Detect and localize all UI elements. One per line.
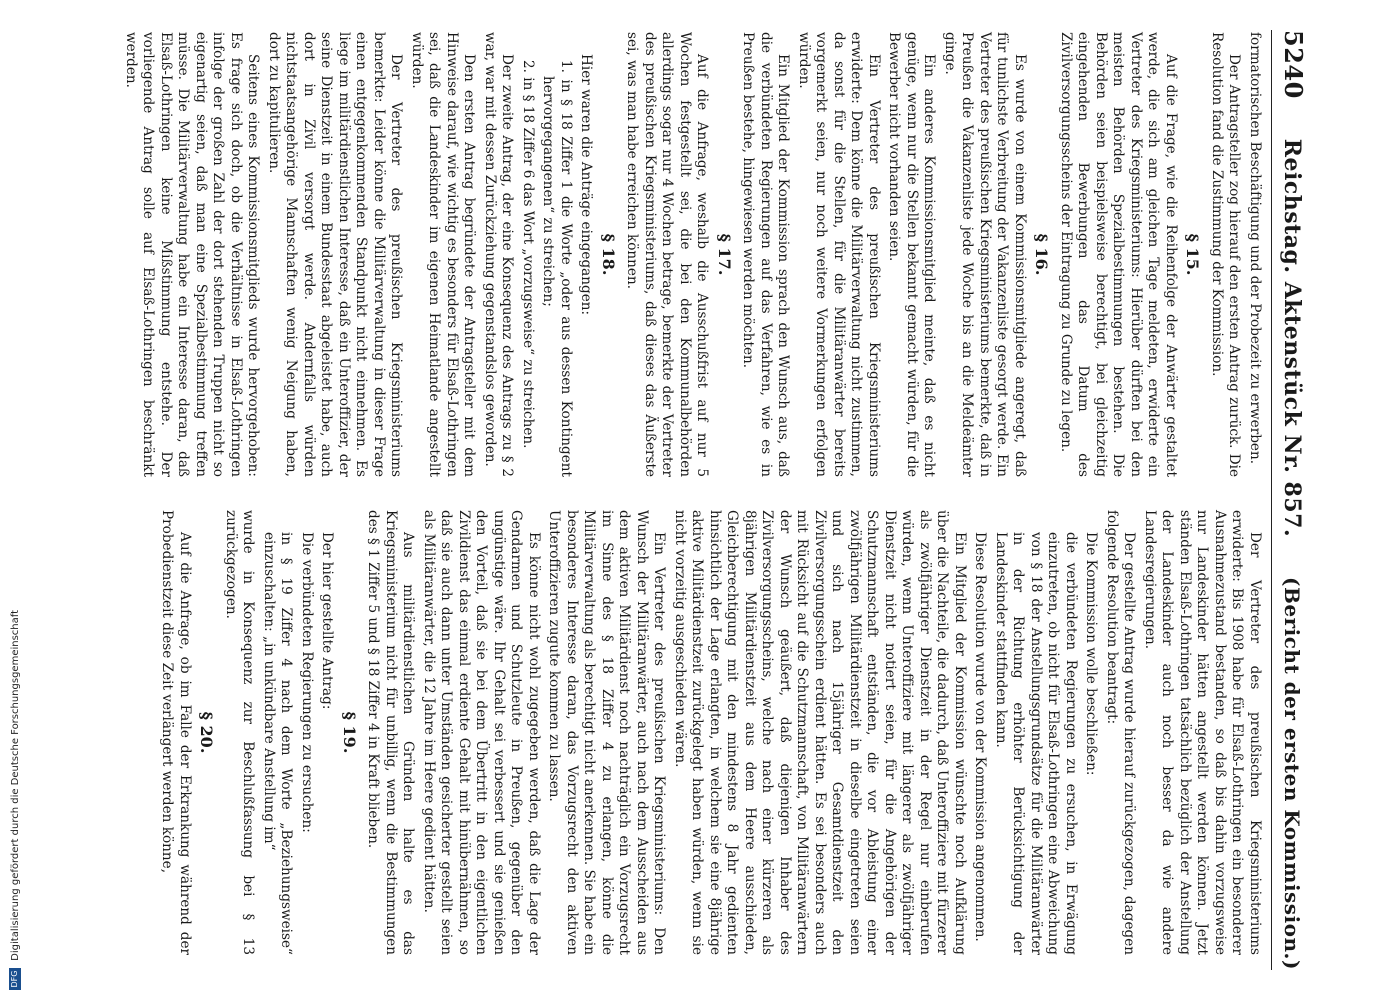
paragraph: Es wurde von einem Kommissionsmitgliede angeregt, daß für tunlichste Verbreitung der Vakanzenliste gesorgt werde. Ein Vertreter des preußischen Kriegsministeriums bemerkte, daß in Preußen die Vakanzenliste jede Woche bis an die Meldeämter ginge. [942,32,1028,477]
paragraph: Aus militärdienstlichen Gründen halte es das Kriegsministerium nicht für unbillig, wenn die Bestimmungen des § 1 Ziffer 5 und § 18 Ziffer 4 in Kraft blieben. [365,510,417,955]
paragraph: Seitens eines Kommissionsmitglieds wurde hervorgehoben: Es frage sich doch, ob die Verhältnisse in Elsaß-Lothringen infolge der großen Zahl der dort stehenden Truppen nicht so eigenartig seien, daß man eine Spezialbestimmung treffen müsse. Die Militärverwaltung habe ein Interesse daran, daß Elsaß-Lothringen keine Mißstimmung entstehe. Der vorliegende Antrag solle auf Elsaß-Lothringen beschränkt werden. [123,32,262,477]
paragraph: Der Antragsteller zog hierauf den ersten Antrag zurück. Die Resolution fand die Zustimmung der Kommission. [1209,32,1243,477]
section-heading: § 20. [197,711,217,754]
section-heading: § 16. [1032,233,1052,276]
header-section: (Bericht der ersten Kommission.) [1280,577,1304,970]
credit-text: Digitalisierung gefördert durch die Deutsche Forschungsgemeinschaft [10,609,21,961]
credit-line [6,0,26,990]
paragraph: Der Vertreter des preußischen Kriegsministeriums bemerkte: Leider könne die Militärverwaltung in dieser Frage einen entgegenkommenden Standpunkt nicht einnehmen. Es liege im militärdienstlichen Interesse, daß ein Unteroffizier, der seine Dienstzeit in einem Bundesstaat abgeleistet habe, auch dort in Zivil versorgt werde. Andernfalls würden nichtstaatsangehörige Mannschaften wenig Neigung haben, dort zu kapitulieren. [266,32,405,477]
paragraph: Diese Resolution wurde von der Kommission angenommen. [972,532,989,942]
paragraph: formatorischen Beschäftigung und der Probezeit zu erwerben. [1247,32,1263,465]
paragraph: Die verbündeten Regierungen zu ersuchen: [299,532,315,833]
section-heading: § 18. [599,233,618,276]
paragraph: Ein Vertreter des preußischen Kriegsministeriums erwiderte: Dem könne die Militärverwaltung nicht zustimmen, da sonst für die Stellen, für die Militäranwärter bereits vorgemerkt seien, nur noch weitere Vormerkungen erfolgen würden. [796,32,882,477]
paragraph: Der zweite Antrag, der eine Konsequenz des Antrags zu § 2 war, war mit dessen Zurückziehung gegenstandslos geworden. [482,32,516,477]
paragraph: Die Kommission wolle beschließen: [1083,532,1100,776]
paragraph: Auf die Frage, wie die Reihenfolge der Anwärter gestaltet werde, die sich am gleichen Tage meldeten, erwiderte ein Vertreter des Kriegsministeriums: Hierüber dürften bei den meisten Behörden Spezialbestimmungen bestehen. Die Behörden seien beispielsweise berechtigt, bei gleichzeitig eingehenden Bewerbungen das Datum des Zivilversorgungsscheins der Eintragung zu Grunde zu legen. [1058,32,1179,477]
paragraph: Der gestellte Antrag wurde hierauf zurückgezogen, dagegen folgende Resolution beantragt: [1104,510,1138,955]
paragraph: Der Vertreter des preußischen Kriegsministeriums erwiderte: Bis 1908 habe für Elsaß-Lothringen ein besonderer Ausnahmezustand bestanden, so daß bis dahin vorzugsweise nur Landeskinder hätten angestellt werden können. Jetzt ständen Elsaß-Lothringen tatsächlich bezüglich der Anstellung der Landeskinder auch noch besser da wie andere Landesregierungen. [1142,510,1263,955]
paragraph: Den ersten Antrag begründete der Antragsteller mit dem Hinweise darauf, wie wichtig es besonders für Elsaß-Lothringen sei, daß die Landeskinder im eigenen Heimatlande angestellt würden. [409,32,478,477]
paragraph: Ein anderes Kommissionsmitglied meinte, daß es nicht genüge, wenn nur die Stellen bekannt gemacht würden, für die Bewerber nicht vorhanden seien. [886,32,938,477]
dfg-logo-icon: DFG [9,968,21,990]
motion-text: in § 19 Ziffer 4 nach dem Worte „Beziehungsweise“ einzuschalten: „in unkündbare Anstellung im“ [261,532,295,955]
page-header [1271,30,1308,970]
paragraph: Ein Mitglied der Kommission wünschte noch Aufklärung über die Nachteile, die dadurch, daß Unteroffiziere mit fürzerer als zwölfjähriger Dienstzeit in der Regel nur einberufen würden, wenn Unteroffiziere mit längerer als zwölfjähriger Dienstzeit nicht notiert seien, für die Angehörigen der Schutzmannschaft entständen, die vor Ableistung einer zwölfjährigen Militärdienstzeit in dieselbe eingetreten seien und sich nach 15jähriger Gesamtdienstzeit den Zivilversorgungsschein erdient hätten. Es sei besonders auch mit Rücksicht auf die Schutzmannschaft, von Militäranwärtern der Wunsch geäußert, daß diejenigen Inhaber des Zivilversorgungsscheins, welche nach einer kürzeren als 8jährigen Militärdienstzeit aus dem Heere ausschieden, Gleichberechtigung mit den mindestens 8 Jahr gedienten hinsichtlich der Lage erlangten, in welchem sie eine 8jährige aktive Militärdienstzeit zurückgelegt haben würden, wenn sie nicht vorzeitig ausgeschieden wären. [672,510,968,955]
paragraph: Auf die Anfrage, ob im Falle der Erkrankung während der Probedienstzeit diese Zeit verlängert werden könne, [159,510,193,955]
list-item: 1. in § 18 Ziffer 1 die Worte „oder aus dessen Kontingent hervorgegangenen“ zu streichen; [540,60,574,477]
page-number: 5240 [1279,30,1308,99]
paragraph: Hier waren die Anträge eingegangen: [578,54,595,316]
section-heading: § 19. [340,711,359,754]
list-item: 2. in § 18 Ziffer 6 das Wort „vorzugsweise“ zu streichen. [520,60,536,449]
paragraph: Der hier gestellte Antrag: [319,532,336,710]
right-column [155,510,1263,955]
digitization-credit [4,0,28,1000]
paragraph: Ein Mitglied der Kommission sprach den Wunsch aus, daß die verbündeten Regierungen auf das Verfahren, wie es in Preußen bestehe, hingewiesen werden möchten. [740,32,792,477]
resolution-text: die verbündeten Regierungen zu ersuchen, in Erwägung einzutreten, ob nicht für Elsaß-Lothringen eine Abweichung von § 18 der Anstellungsgrundsätze für die Militäranwärter in der Richtung erhöhter Berücksichtigung der Landeskinder stattfinden kann. [993,532,1079,955]
paragraph: Ein Vertreter des preußischen Kriegsministeriums: Den Wunsch der Militäranwärter, auch nach dem Ausscheiden aus dem aktiven Militärdienst noch nachträglich ein Vorzugsrecht im Sinne des § 18 Ziffer 4 zu erlangen, könne die Militärverwaltung als berechtigt nicht anerkennen. Sie habe ein besonderes Interesse daran, das Vorzugsrecht den aktiven Unteroffizieren zugute kommen zu lassen. [546,510,668,955]
paragraph: wurde in Konsequenz zur Beschlußfassung bei § 13 zurückgezogen. [223,510,257,955]
paragraph: Es könne nicht wohl zugegeben werden, daß die Lage der Gendarmen und Schutzleute in Preußen, gegenüber den ungünstige wäre. Ihr Gehalt sei verbessert und sie genießen den Vorteil, daß sie bei dem Übertritt in den eigentlichen Zivildienst das einmal erdiente Gehalt mit hinübernähmen, so daß sie auch dann unter Umständen gesicherter gestellt seien als Militäranwärter, die 12 Jahre im Heere gedient hätten. [421,510,542,955]
section-heading: § 17. [715,233,734,276]
section-heading: § 15. [1183,233,1203,276]
header-title: Reichstag. Aktenstück Nr. 857. [1279,138,1305,538]
left-column [119,32,1264,477]
paragraph: Auf die Anfrage, weshalb die Ausschußfrist auf nur 5 Wochen festgestellt sei, die bei den Kommunalbehörden allerdings sogar nur 4 Wochen betrage, bemerkte der Vertreter des preußischen Kriegsministeriums, daß dieses das Äußerste sei, was man habe erreichen können. [624,32,711,477]
